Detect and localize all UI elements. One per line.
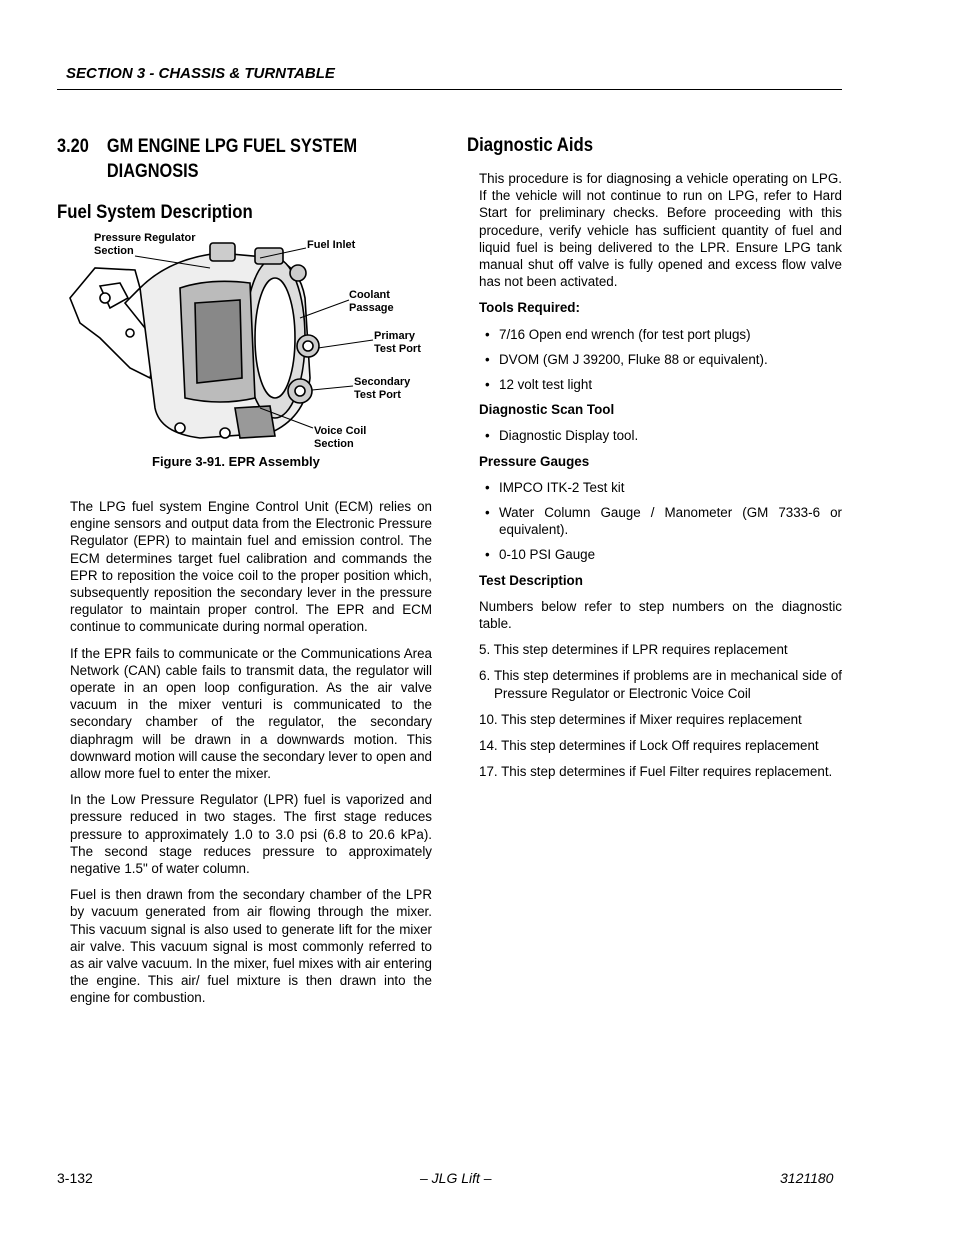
list-item: • DVOM (GM J 39200, Fluke 88 or equivalent). (485, 351, 768, 367)
test-steps-list (479, 641, 842, 780)
intro-paragraph: This procedure is for diagnosing a vehicle operating on LPG. If the vehicle will not continue to run on LPG, refer to Hard Start for preliminary checks. Before proceeding with this procedure, verify vehicle has sufficient quantity of fuel and liquid fuel is being delivered to the LPR. Ensure LPG tank manual shut off valve is fully opened and excess flow valve has not been activated. (479, 171, 842, 290)
callout-primary-test-port: Primary Test Port (374, 330, 421, 355)
fuel-system-description-body (70, 498, 432, 1016)
test-intro: Numbers below refer to step numbers on the diagnostic table. (479, 598, 842, 632)
fuel-system-description-heading: Fuel System Description (57, 201, 253, 223)
list-item: • 12 volt test light (485, 377, 593, 393)
section-title-line2: DIAGNOSIS (106, 161, 199, 182)
section-title (57, 134, 418, 184)
document-number: 3121180 (780, 1170, 834, 1186)
callout-secondary-test-port: Secondary Test Port (354, 376, 411, 401)
step-item: 10. This step determines if Mixer requires replacement (479, 711, 802, 727)
pressure-gauges-label: Pressure Gauges (479, 453, 590, 469)
callout-pressure-regulator: Pressure Regulator Section (94, 232, 196, 257)
paragraph: Fuel is then drawn from the secondary chamber of the LPR by vacuum generated from air flowing through the mixer. This vacuum signal is also used to generate lift for the mixer air valve. This vacuum signal is most commonly referred to as air valve vacuum. In the mixer, fuel mixes with air entering the engine. This air/ fuel mixture is then drawn into the engine for combustion. (70, 887, 432, 1006)
tools-required-label: Tools Required: (479, 300, 580, 316)
step-item: 14. This step determines if Lock Off requires replacement (479, 738, 819, 754)
list-item: • Water Column Gauge / Manometer (GM 7333-6 or equivalent). (485, 505, 842, 538)
pressure-gauges-list (479, 479, 842, 564)
diagnostic-aids-heading: Diagnostic Aids (467, 134, 594, 156)
paragraph: In the Low Pressure Regulator (LPR) fuel is vaporized and pressure reduced in two stages. The first stage reduces pressure to approximately 1.0 to 3.0 psi (6.8 to 20.6 kPa). The second stage reduces pressure to approximately negative 1.5" of water column. (70, 792, 432, 877)
scan-tool-list (479, 427, 842, 444)
list-item: • IMPCO ITK-2 Test kit (485, 479, 625, 495)
paragraph: If the EPR fails to communicate or the Communications Area Network (CAN) cable fails to transmit data, the regulator will operate in an open loop configuration. As the air valve vacuum in the mixer venturi is communicated to the secondary chamber of the regulator, the secondary diaphragm will be drawn in a downwards motion. This downward motion will cause the secondary lever to open and allow more fuel to enter the mixer. (70, 645, 432, 782)
section-header: SECTION 3 - CHASSIS & TURNTABLE (66, 65, 335, 82)
step-item: 17. This step determines if Fuel Filter requires replacement. (479, 764, 833, 780)
callout-fuel-inlet: Fuel Inlet (307, 239, 356, 251)
list-item: • Diagnostic Display tool. (485, 428, 639, 444)
step-item: 5. This step determines if LPR requires replacement (479, 642, 788, 658)
page-number: 3-132 (57, 1170, 93, 1186)
scan-tool-label: Diagnostic Scan Tool (479, 402, 615, 418)
epr-assembly-figure (60, 228, 380, 454)
section-title-line1: GM ENGINE LPG FUEL SYSTEM (106, 136, 358, 157)
diagnostic-aids-body (479, 170, 842, 789)
footer-brand: – JLG Lift – (420, 1170, 492, 1186)
figure-caption: Figure 3-91. EPR Assembly (152, 454, 320, 469)
header-rule (57, 89, 842, 90)
paragraph: The LPG fuel system Engine Control Unit (ECM) relies on engine sensors and output data from the Electronic Pressure Regulator (EPR) to maintain fuel and emission control. The ECM determines target fuel calibration and commands the EPR to reposition the voice coil to the proper position which, subsequently reposition the secondary lever in the pressure regulator to maintain proper control. The EPR and ECM continue to communicate during normal operation. (70, 499, 432, 635)
section-number: 3.20 (57, 136, 89, 157)
list-item: • 7/16 Open end wrench (for test port plugs) (485, 326, 751, 342)
list-item: • 0-10 PSI Gauge (485, 547, 596, 563)
tools-list (479, 326, 842, 394)
callout-voice-coil-section: Voice Coil Section (314, 425, 367, 450)
test-description-label: Test Description (479, 572, 583, 588)
step-item: 6. This step determines if problems are in mechanical side of Pressure Regulator or Electronic Voice Coil (479, 668, 842, 701)
callout-coolant-passage: Coolant Passage (349, 289, 394, 314)
